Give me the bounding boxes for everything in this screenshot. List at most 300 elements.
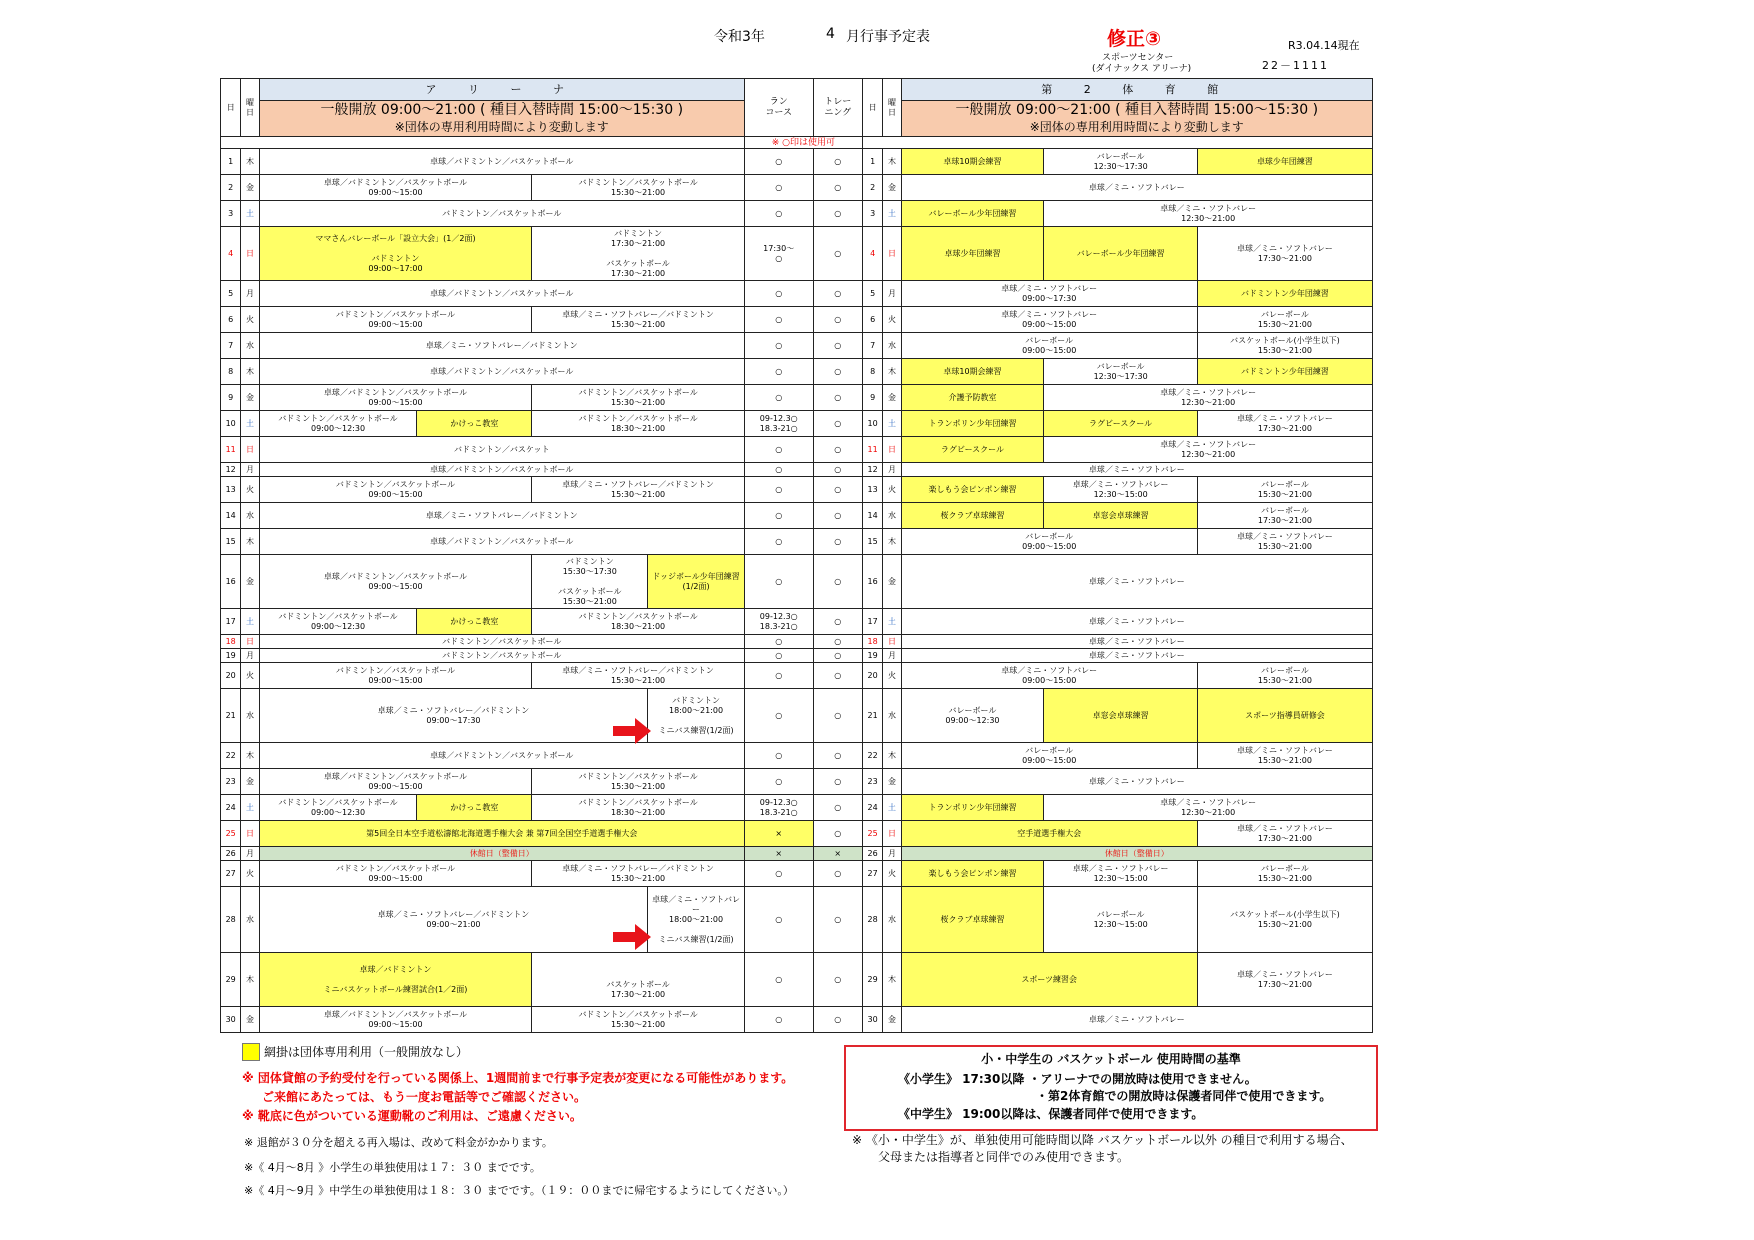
arena-slot: バドミントン／バスケットボール 09:00～15:00 [259,477,532,503]
gym2-slot: 卓球／ミニ・ソフトバレー [901,769,1372,795]
gym2-slot: 卓球／ミニ・ソフトバレー 09:00～15:00 [901,307,1197,333]
training-status: ○ [813,663,862,689]
run-course-status: ○ [744,953,813,1007]
day-number: 16 [862,555,882,609]
day-number: 14 [862,503,882,529]
facility-name: スポーツセンター [1102,53,1174,63]
basketball-rules-box [844,1045,1378,1131]
phone-number: 22－1111 [1262,59,1329,72]
gym2-slot: 卓窓会卓球練習 [1044,689,1198,743]
day-number: 3 [862,201,882,227]
arena-slot: バドミントン／バスケットボール 18:30～21:00 [532,795,745,821]
day-number: 23 [862,769,882,795]
day-number: 10 [221,411,241,437]
weekday: 日 [883,437,901,463]
day-number: 30 [862,1007,882,1033]
weekday: 月 [883,463,901,477]
table-row [221,663,1373,689]
arena-slot: 卓球／ミニ・ソフトバレー／バドミントン 15:30～21:00 [532,477,745,503]
day-number: 25 [862,821,882,847]
arena-slot: 卓球／ミニ・ソフトバレー／バドミントン 09:00～17:30 [259,689,648,743]
gym2-slot: 卓球／ミニ・ソフトバレー 12:30～21:00 [1044,201,1373,227]
day-number: 27 [221,861,241,887]
table-row [221,529,1373,555]
run-course-status: ○ [744,1007,813,1033]
gym2-slot: バレーボール 15:30～21:00 [1197,861,1372,887]
note-reentry: ※ 退館が３０分を超える再入場は、改めて料金がかかります。 [244,1136,553,1149]
weekday: 月 [883,649,901,663]
gym2-slot: バレーボール 09:00～15:00 [901,529,1197,555]
gym2-slot: 卓球／ミニ・ソフトバレー 12:30～21:00 [1044,385,1373,411]
header-spacer-2 [862,137,1372,149]
arena-slot: 卓球／バドミントン／バスケットボール [259,463,744,477]
weekday: 土 [883,609,901,635]
table-row [221,847,1373,861]
table-row [221,555,1373,609]
arena-slot: 卓球／ミニ・ソフトバレー 18:00～21:00 ミニバス練習(1/2面) [648,887,745,953]
run-course-status: ○ [744,149,813,175]
run-course-status: ○ [744,175,813,201]
day-number: 17 [862,609,882,635]
legend-swatch [242,1043,260,1061]
training-status: ○ [813,385,862,411]
day-number: 18 [862,635,882,649]
training-status: ○ [813,281,862,307]
weekday: 日 [883,635,901,649]
arena-slot: ドッジボール少年団練習(1/2面) [648,555,745,609]
arena-slot: バドミントン／バスケットボール 18:30～21:00 [532,609,745,635]
gym2-slot: 楽しもう会ピンポン練習 [901,477,1044,503]
run-course-status: ○ [744,663,813,689]
day-number: 1 [862,149,882,175]
run-course-status: ○ [744,463,813,477]
arena-slot: バドミントン／バスケットボール 09:00～12:30 [259,795,417,821]
gym2-slot: 卓球／ミニ・ソフトバレー [901,609,1372,635]
gym2-slot: バスケットボール(小学生以下) 15:30～21:00 [1197,887,1372,953]
arena-slot: バドミントン／バスケットボール 15:30～21:00 [532,1007,745,1033]
arena-slot: ママさんバレーボール「設立大会」(1／2面) バドミントン 09:00～17:00 [259,227,532,281]
gym2-slot: バレーボール 15:30～21:00 [1197,663,1372,689]
gym2-slot: バレーボール 15:30～21:00 [1197,307,1372,333]
training-status: ○ [813,887,862,953]
day-number: 24 [862,795,882,821]
training-header: トレー ニング [813,79,862,137]
table-row [221,227,1373,281]
training-status: ○ [813,307,862,333]
gym2-slot: 卓球／ミニ・ソフトバレー [901,649,1372,663]
gym2-open-hours [901,101,1372,137]
gym2-slot: バドミントン少年団練習 [1197,359,1372,385]
day-number: 7 [221,333,241,359]
table-row [221,635,1373,649]
arena-slot: バドミントン 17:30～21:00 バスケットボール 17:30～21:00 [532,227,745,281]
training-status: ○ [813,555,862,609]
day-number: 5 [862,281,882,307]
weekday: 火 [883,663,901,689]
run-course-status: ○ [744,861,813,887]
training-status: ○ [813,861,862,887]
arena-open-note: ※団体の専用利用時間により変動します [394,119,609,134]
as-of-date: R3.04.14現在 [1288,39,1360,52]
run-course-status: ○ [744,477,813,503]
arena-slot: バドミントン／バスケットボール [259,201,744,227]
col-day-header-2: 日 [862,79,882,137]
weekday: 日 [241,227,259,281]
arena-slot: 卓球／バドミントン／バスケットボール 09:00～15:00 [259,385,532,411]
arena-slot: 卓球／バドミントン／バスケットボール [259,359,744,385]
day-number: 20 [862,663,882,689]
arena-header: ア リ ー ナ [259,79,744,101]
arena-slot: バドミントン／バスケットボール [259,649,744,663]
page-title: 月行事予定表 [846,29,930,45]
day-number: 3 [221,201,241,227]
gym2-open-text: 一般開放 09:00～21:00 ( 種目入替時間 15:00～15:30 ) [955,101,1319,118]
run-course-status: ○ [744,555,813,609]
training-status: ○ [813,769,862,795]
run-course-status: ○ [744,359,813,385]
training-status: ○ [813,529,862,555]
training-status: ○ [813,149,862,175]
day-number: 17 [221,609,241,635]
table-row [221,887,1373,953]
day-number: 6 [862,307,882,333]
gym2-slot: バレーボール 12:30～17:30 [1044,359,1198,385]
arena-slot: バドミントン／バスケットボール 09:00～15:00 [259,663,532,689]
weekday: 火 [241,663,259,689]
training-status: ○ [813,635,862,649]
legend-text: 網掛は団体専用利用（一般開放なし） [264,1045,469,1059]
weekday: 水 [241,503,259,529]
gym2-slot: 卓球／ミニ・ソフトバレー 12:30～15:00 [1044,861,1198,887]
table-row [221,385,1373,411]
training-status: ○ [813,201,862,227]
weekday: 日 [241,821,259,847]
run-course-status: ○ [744,635,813,649]
gym2-slot: ラグビースクール [1044,411,1198,437]
day-number: 9 [221,385,241,411]
day-number: 22 [221,743,241,769]
facility-subname: (ダイナックス アリーナ) [1092,64,1192,74]
day-number: 21 [221,689,241,743]
table-row [221,149,1373,175]
weekday: 月 [241,649,259,663]
table-row [221,281,1373,307]
weekday: 金 [241,769,259,795]
day-number: 26 [221,847,241,861]
day-number: 28 [862,887,882,953]
gym2-slot: 卓球／ミニ・ソフトバレー [901,1007,1372,1033]
gym2-open-note: ※団体の専用利用時間により変動します [1029,119,1244,134]
gym2-slot: 卓球／ミニ・ソフトバレー 12:30～15:00 [1044,477,1198,503]
arena-open-hours [259,101,744,137]
weekday: 金 [883,555,901,609]
gym2-slot: 卓球／ミニ・ソフトバレー 15:30～21:00 [1197,743,1372,769]
gym2-slot: ラグビースクール [901,437,1044,463]
note-confirm: ご来館にあたっては、もう一度お電話等でご確認ください。 [262,1090,587,1104]
arrow-icon [613,924,651,950]
run-course-status: ○ [744,529,813,555]
note-change: ※ 団体貸館の予約受付を行っている関係上、1週間前まで行事予定表が変更になる可能性があります。 [242,1071,794,1085]
day-number: 5 [221,281,241,307]
weekday: 金 [241,175,259,201]
day-number: 13 [862,477,882,503]
gym2-slot: スポーツ指導員研修会 [1197,689,1372,743]
header-spacer [221,137,745,149]
day-number: 24 [221,795,241,821]
arena-slot: 卓球／バドミントン／バスケットボール 09:00～15:00 [259,555,532,609]
gym2-slot: スポーツ練習会 [901,953,1197,1007]
weekday: 木 [241,953,259,1007]
weekday: 水 [241,887,259,953]
day-number: 12 [221,463,241,477]
run-course-header: ラン コース [744,79,813,137]
day-number: 21 [862,689,882,743]
gym2-slot: 卓球少年団練習 [1197,149,1372,175]
rule-junior-high: 《中学生》 19:00以降は、保護者同伴で使用できます。 [898,1107,1204,1121]
gym2-slot: 卓球10期会練習 [901,149,1044,175]
arena-slot: 卓球／ミニ・ソフトバレー／バドミントン [259,333,744,359]
run-course-status: ○ [744,743,813,769]
gym2-slot: バレーボール 17:30～21:00 [1197,503,1372,529]
arena-slot: 第5回全日本空手道松濤館北海道選手権大会 兼 第7回全国空手道選手権大会 [259,821,744,847]
training-status: ○ [813,437,862,463]
training-status: ○ [813,649,862,663]
rules-title: 小・中学生の バスケットボール 使用時間の基準 [981,1052,1241,1066]
weekday: 金 [883,175,901,201]
gym2-slot: バレーボール少年団練習 [901,201,1044,227]
training-status: ○ [813,333,862,359]
weekday: 木 [883,149,901,175]
training-status: ○ [813,477,862,503]
day-number: 12 [862,463,882,477]
gym2-slot: 卓球／ミニ・ソフトバレー [901,463,1372,477]
gym2-slot: バレーボール 09:00～15:00 [901,743,1197,769]
gym2-slot: 卓球／ミニ・ソフトバレー [901,175,1372,201]
run-course-status: 09-12.3○ 18.3-21○ [744,609,813,635]
gym2-slot: 卓球／ミニ・ソフトバレー 17:30～21:00 [1197,227,1372,281]
rule-footnote-1: ※ 《小・中学生》が、単独使用可能時間以降 バスケットボール以外 の種目で利用する場合、 [852,1133,1353,1147]
weekday: 木 [241,529,259,555]
arena-slot: バドミントン／バスケットボール [259,635,744,649]
weekday: 土 [241,609,259,635]
arena-slot: バドミントン／バスケット [259,437,744,463]
gym2-slot: 卓窓会卓球練習 [1044,503,1198,529]
arena-slot: 卓球／バドミントン／バスケットボール [259,281,744,307]
day-number: 4 [221,227,241,281]
gym2-slot: 桜クラブ卓球練習 [901,887,1044,953]
day-number: 29 [221,953,241,1007]
note-elementary: ※《 4月～8月 》小学生の単独使用は１７：３０ までです。 [244,1161,541,1174]
weekday: 木 [883,359,901,385]
weekday: 月 [241,281,259,307]
day-number: 1 [221,149,241,175]
day-number: 15 [221,529,241,555]
weekday: 金 [883,769,901,795]
table-row [221,359,1373,385]
arena-slot: 卓球／バドミントン／バスケットボール 09:00～15:00 [259,769,532,795]
weekday: 水 [883,887,901,953]
day-number: 29 [862,953,882,1007]
day-number: 8 [221,359,241,385]
run-course-status: 09-12.3○ 18.3-21○ [744,411,813,437]
run-course-status: × [744,821,813,847]
gym2-slot: 介護予防教室 [901,385,1044,411]
run-course-status: × [744,847,813,861]
weekday: 日 [883,821,901,847]
arena-slot: かけっこ教室 [417,609,532,635]
training-status: ○ [813,359,862,385]
weekday: 土 [241,411,259,437]
arena-slot: 卓球／ミニ・ソフトバレー／バドミントン 15:30～21:00 [532,861,745,887]
weekday: 金 [883,385,901,411]
arena-slot: かけっこ教室 [417,795,532,821]
weekday: 日 [241,635,259,649]
weekday: 火 [241,477,259,503]
gym2-slot: 卓球／ミニ・ソフトバレー 09:00～15:00 [901,663,1197,689]
schedule-table [220,78,1373,1033]
arena-slot: バドミントン／バスケットボール 15:30～21:00 [532,175,745,201]
training-status: ○ [813,463,862,477]
arena-slot: 卓球／ミニ・ソフトバレー／バドミントン 09:00～21:00 [259,887,648,953]
day-number: 23 [221,769,241,795]
gym2-slot: 卓球／ミニ・ソフトバレー 12:30～21:00 [1044,795,1373,821]
day-number: 28 [221,887,241,953]
run-course-status: ○ [744,385,813,411]
day-number: 19 [221,649,241,663]
arena-slot: バスケットボール 17:30～21:00 [532,953,745,1007]
table-row [221,821,1373,847]
title-year: 令和3年 [714,29,765,45]
training-status: ○ [813,175,862,201]
weekday: 金 [241,555,259,609]
gym2-slot: 空手道選手権大会 [901,821,1197,847]
weekday: 水 [241,689,259,743]
weekday: 火 [883,477,901,503]
weekday: 金 [241,1007,259,1033]
day-number: 7 [862,333,882,359]
weekday: 金 [241,385,259,411]
table-row [221,503,1373,529]
day-number: 15 [862,529,882,555]
weekday: 土 [241,795,259,821]
weekday: 金 [883,1007,901,1033]
run-course-status: ○ [744,281,813,307]
weekday: 木 [883,743,901,769]
training-status: × [813,847,862,861]
arena-slot: バドミントン／バスケットボール 15:30～21:00 [532,769,745,795]
arena-slot: バドミントン／バスケットボール 09:00～15:00 [259,861,532,887]
gym2-slot: 桜クラブ卓球練習 [901,503,1044,529]
schedule-body [221,149,1373,1033]
day-number: 16 [221,555,241,609]
arena-slot: 卓球／ミニ・ソフトバレー／バドミントン 15:30～21:00 [532,663,745,689]
day-number: 18 [221,635,241,649]
gym2-slot: 卓球／ミニ・ソフトバレー 17:30～21:00 [1197,411,1372,437]
table-row [221,437,1373,463]
run-course-status: 17:30～ ○ [744,227,813,281]
day-number: 30 [221,1007,241,1033]
weekday: 土 [883,795,901,821]
gym2-slot: バレーボール 09:00～15:00 [901,333,1197,359]
day-number: 11 [862,437,882,463]
title-month: 4 [826,26,835,42]
table-row [221,649,1373,663]
training-status: ○ [813,503,862,529]
circle-usable-note: ※ ○印は使用可 [744,137,862,149]
table-row [221,307,1373,333]
weekday: 木 [241,359,259,385]
gym2-slot: 卓球／ミニ・ソフトバレー [901,635,1372,649]
run-course-status: ○ [744,437,813,463]
table-row [221,201,1373,227]
run-course-status: ○ [744,887,813,953]
arena-slot: 卓球／バドミントン／バスケットボール [259,743,744,769]
weekday: 日 [241,437,259,463]
day-number: 2 [221,175,241,201]
run-course-status: ○ [744,333,813,359]
arrow-icon [613,718,651,744]
day-number: 27 [862,861,882,887]
day-number: 6 [221,307,241,333]
gym2-slot: バレーボール 09:00～12:30 [901,689,1044,743]
weekday: 水 [241,333,259,359]
gym2-slot: 卓球／ミニ・ソフトバレー [901,555,1372,609]
arena-slot: 卓球／バドミントン／バスケットボール 09:00～15:00 [259,1007,532,1033]
arena-slot: 卓球／バドミントン／バスケットボール [259,529,744,555]
arena-slot: バドミントン／バスケットボール 09:00～12:30 [259,609,417,635]
gym2-slot: トランポリン少年団練習 [901,795,1044,821]
arena-slot: バドミントン／バスケットボール 15:30～21:00 [532,385,745,411]
weekday: 木 [241,149,259,175]
training-status: ○ [813,227,862,281]
day-number: 9 [862,385,882,411]
run-course-status: 09-12.3○ 18.3-21○ [744,795,813,821]
arena-slot: バドミントン／バスケットボール 09:00～15:00 [259,307,532,333]
weekday: 火 [241,307,259,333]
training-status: ○ [813,411,862,437]
gym2-slot: トランポリン少年団練習 [901,411,1044,437]
table-row [221,953,1373,1007]
gym2-slot: バドミントン少年団練習 [1197,281,1372,307]
day-number: 22 [862,743,882,769]
arena-slot: バドミントン／バスケットボール 09:00～12:30 [259,411,417,437]
arena-slot: バドミントン 18:00～21:00 ミニバス練習(1/2面) [648,689,745,743]
training-status: ○ [813,821,862,847]
weekday: 土 [883,201,901,227]
table-row [221,769,1373,795]
weekday: 月 [241,463,259,477]
weekday: 月 [883,847,901,861]
weekday: 月 [241,847,259,861]
gym2-slot: 楽しもう会ピンポン練習 [901,861,1044,887]
gym2-slot: バレーボール 12:30～15:00 [1044,887,1198,953]
weekday: 日 [883,227,901,281]
day-number: 19 [862,649,882,663]
arena-slot: バドミントン 15:30～17:30 バスケットボール 15:30～21:00 [532,555,648,609]
gym2-slot: バスケットボール(小学生以下) 15:30～21:00 [1197,333,1372,359]
day-number: 4 [862,227,882,281]
day-number: 20 [221,663,241,689]
arena-slot: 卓球／ミニ・ソフトバレー／バドミントン 15:30～21:00 [532,307,745,333]
weekday: 火 [241,861,259,887]
gym2-header: 第 2 体 育 館 [901,79,1372,101]
table-row [221,175,1373,201]
arena-slot: 卓球／バドミントン／バスケットボール 09:00～15:00 [259,175,532,201]
gym2-slot: 卓球／ミニ・ソフトバレー 15:30～21:00 [1197,529,1372,555]
rule-elementary: 《小学生》 17:30以降 ・アリーナでの開放時は使用できません。 [898,1072,1257,1086]
table-row [221,609,1373,635]
table-row [221,477,1373,503]
